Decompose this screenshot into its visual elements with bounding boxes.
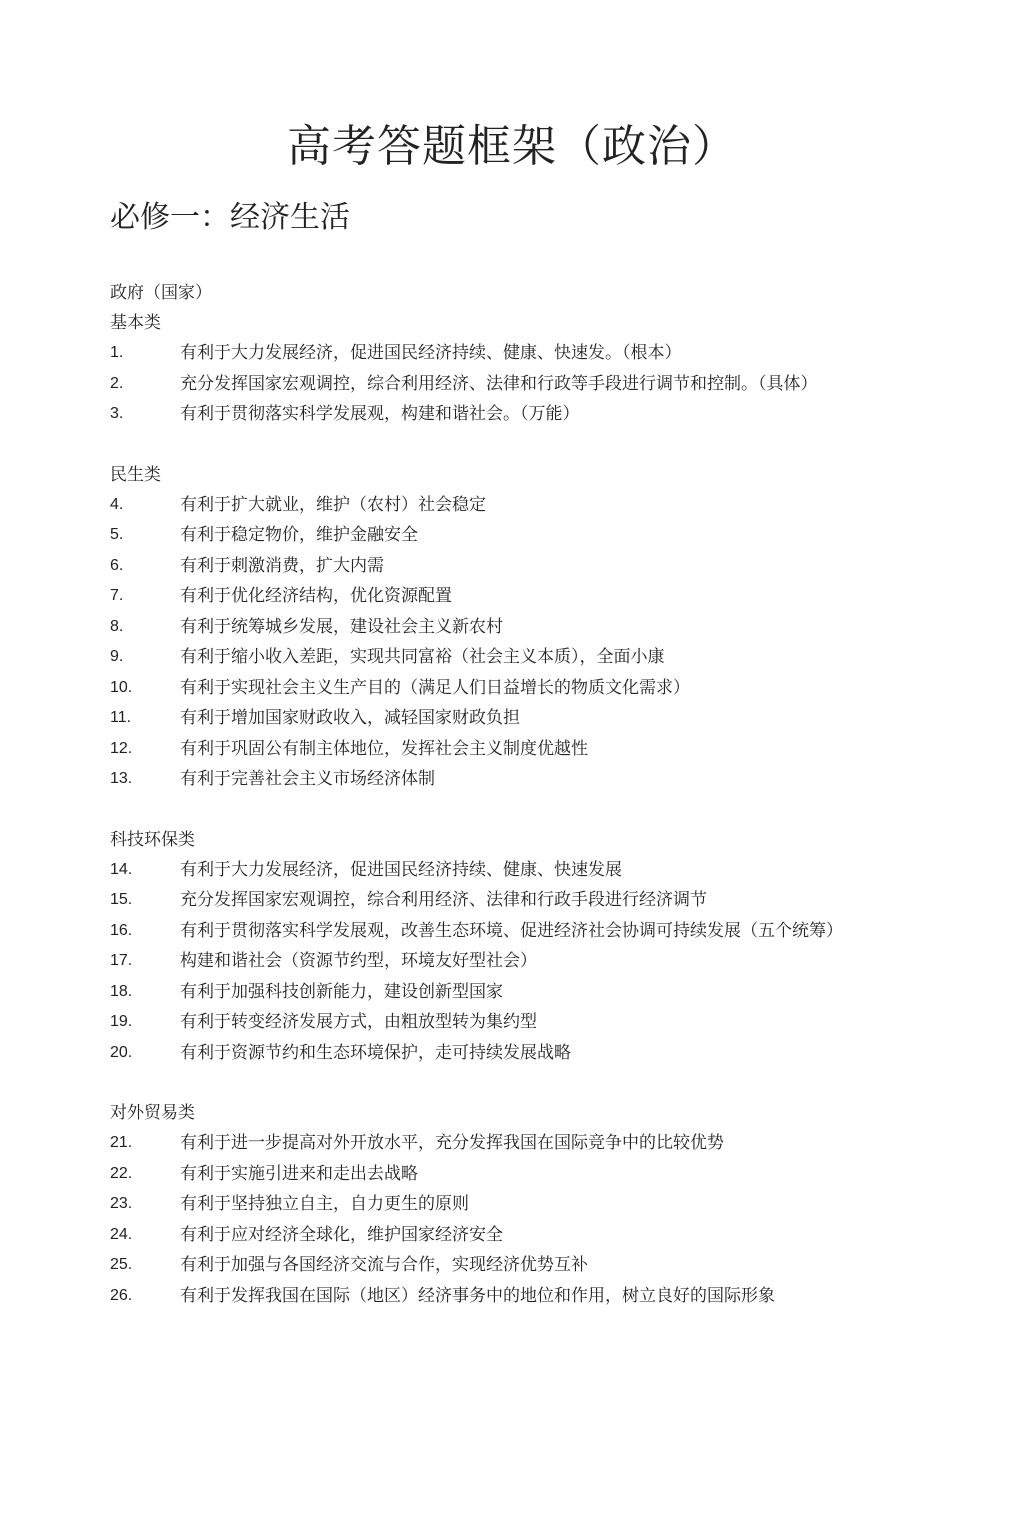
list-item-text: 有利于实现社会主义生产目的（满足人们日益增长的物质文化需求） [180,677,690,698]
list-item-text: 充分发挥国家宏观调控，综合利用经济、法律和行政手段进行经济调节 [180,890,707,910]
list-item-number: 16. [110,921,133,939]
category-group [110,308,890,430]
category-group [110,825,890,1069]
list-item-text: 有利于加强与各国经济交流与合作，实现经济优势互补 [180,1255,588,1275]
list-item-number: 3. [110,405,124,422]
list-item-number: 8. [110,617,124,635]
list-item-number: 17. [110,952,133,969]
list-item-text: 有利于加强科技创新能力，建设创新型国家 [180,981,503,1002]
list-item [110,369,890,400]
list-item [110,399,890,430]
list-item [110,916,890,947]
list-item-number: 5. [110,526,124,543]
government-heading: 政府（国家） [110,283,212,303]
list-item-text: 有利于统筹城乡发展，建设社会主义新农村 [180,616,503,637]
list-item-number: 14. [110,860,133,878]
category-heading: 科技环保类 [110,829,195,850]
list-item [110,1159,890,1190]
list-item-text: 有利于巩固公有制主体地位，发挥社会主义制度优越性 [180,738,588,759]
list-item-number: 2. [110,374,124,392]
list-item [110,520,890,551]
list-item-number: 23. [110,1195,133,1212]
list-item-text: 有利于完善社会主义市场经济体制 [180,769,435,789]
list-item [110,1038,890,1069]
list-item-text: 有利于稳定物价，维护金融安全 [180,525,418,545]
list-item-text: 有利于坚持独立自主，自力更生的原则 [180,1194,469,1214]
list-item [110,612,890,643]
list-item-text: 有利于资源节约和生态环境保护，走可持续发展战略 [180,1042,571,1063]
list-item [110,642,890,673]
list-item-text: 有利于发挥我国在国际（地区）经济事务中的地位和作用，树立良好的国际形象 [180,1285,775,1306]
list-item [110,855,890,886]
list-item-number: 13. [110,770,133,787]
list-item [110,946,890,977]
list-item-text: 有利于优化经济结构，优化资源配置 [180,586,452,606]
list-item-number: 7. [110,587,124,604]
list-item [110,1281,890,1312]
list-item-text: 有利于大力发展经济，促进国民经济持续、健康、快速发展 [180,859,622,880]
list-item-text: 有利于刺激消费，扩大内需 [180,555,384,576]
list-item [110,1128,890,1159]
list-item [110,1220,890,1251]
list-item-text: 有利于应对经济全球化，维护国家经济安全 [180,1224,503,1245]
list-item-text: 有利于进一步提高对外开放水平，充分发挥我国在国际竞争中的比较优势 [180,1133,724,1153]
list-item-text: 有利于贯彻落实科学发展观，构建和谐社会。（万能） [180,404,580,424]
list-item-number: 9. [110,648,124,665]
document-subtitle: 必修一：经济生活 [110,200,350,235]
list-item [110,490,890,521]
list-item-text: 有利于大力发展经济，促进国民经济持续、健康、快速发。（根本） [180,343,682,363]
list-item-text: 有利于缩小收入差距，实现共同富裕（社会主义本质），全面小康 [180,647,665,667]
document-title: 高考答题框架（政治） [287,121,737,172]
list-item [110,703,890,734]
category-groups [110,308,890,1311]
list-item-number: 6. [110,556,124,574]
list-item-number: 26. [110,1286,133,1304]
list-item-number: 11. [110,709,132,726]
list-item [110,734,890,765]
list-item-text: 有利于转变经济发展方式，由粗放型转为集约型 [180,1012,537,1032]
list-item [110,885,890,916]
category-heading: 基本类 [110,313,161,333]
list-item [110,551,890,582]
category-group [110,460,890,795]
list-item-number: 24. [110,1225,133,1243]
list-item-text: 有利于扩大就业，维护（农村）社会稳定 [180,494,486,515]
list-item-text: 构建和谐社会（资源节约型，环境友好型社会） [180,951,537,971]
category-heading: 对外贸易类 [110,1103,195,1123]
category-heading: 民生类 [110,464,161,485]
list-item [110,673,890,704]
list-item-text: 有利于实施引进来和走出去战略 [180,1163,418,1184]
list-item-number: 15. [110,891,133,908]
list-item-number: 20. [110,1043,133,1061]
list-item-number: 1. [110,344,124,361]
list-item-text: 有利于贯彻落实科学发展观，改善生态环境、促进经济社会协调可持续发展（五个统筹） [180,920,843,941]
list-item [110,581,890,612]
list-item-number: 10. [110,678,133,696]
list-item [110,1250,890,1281]
list-item-number: 19. [110,1013,133,1030]
list-item [110,1189,890,1220]
list-item [110,1007,890,1038]
list-item-text: 充分发挥国家宏观调控，综合利用经济、法律和行政等手段进行调节和控制。（具体） [180,373,818,394]
list-item-text: 有利于增加国家财政收入，减轻国家财政负担 [180,708,520,728]
list-item [110,764,890,795]
list-item-number: 25. [110,1256,133,1273]
list-item-number: 12. [110,739,133,757]
list-item-number: 21. [110,1134,133,1151]
list-item-number: 22. [110,1164,133,1182]
category-group [110,1098,890,1311]
document-body [110,278,890,1311]
list-item [110,977,890,1008]
list-item-number: 18. [110,982,133,1000]
list-item [110,338,890,369]
list-item-number: 4. [110,495,124,513]
